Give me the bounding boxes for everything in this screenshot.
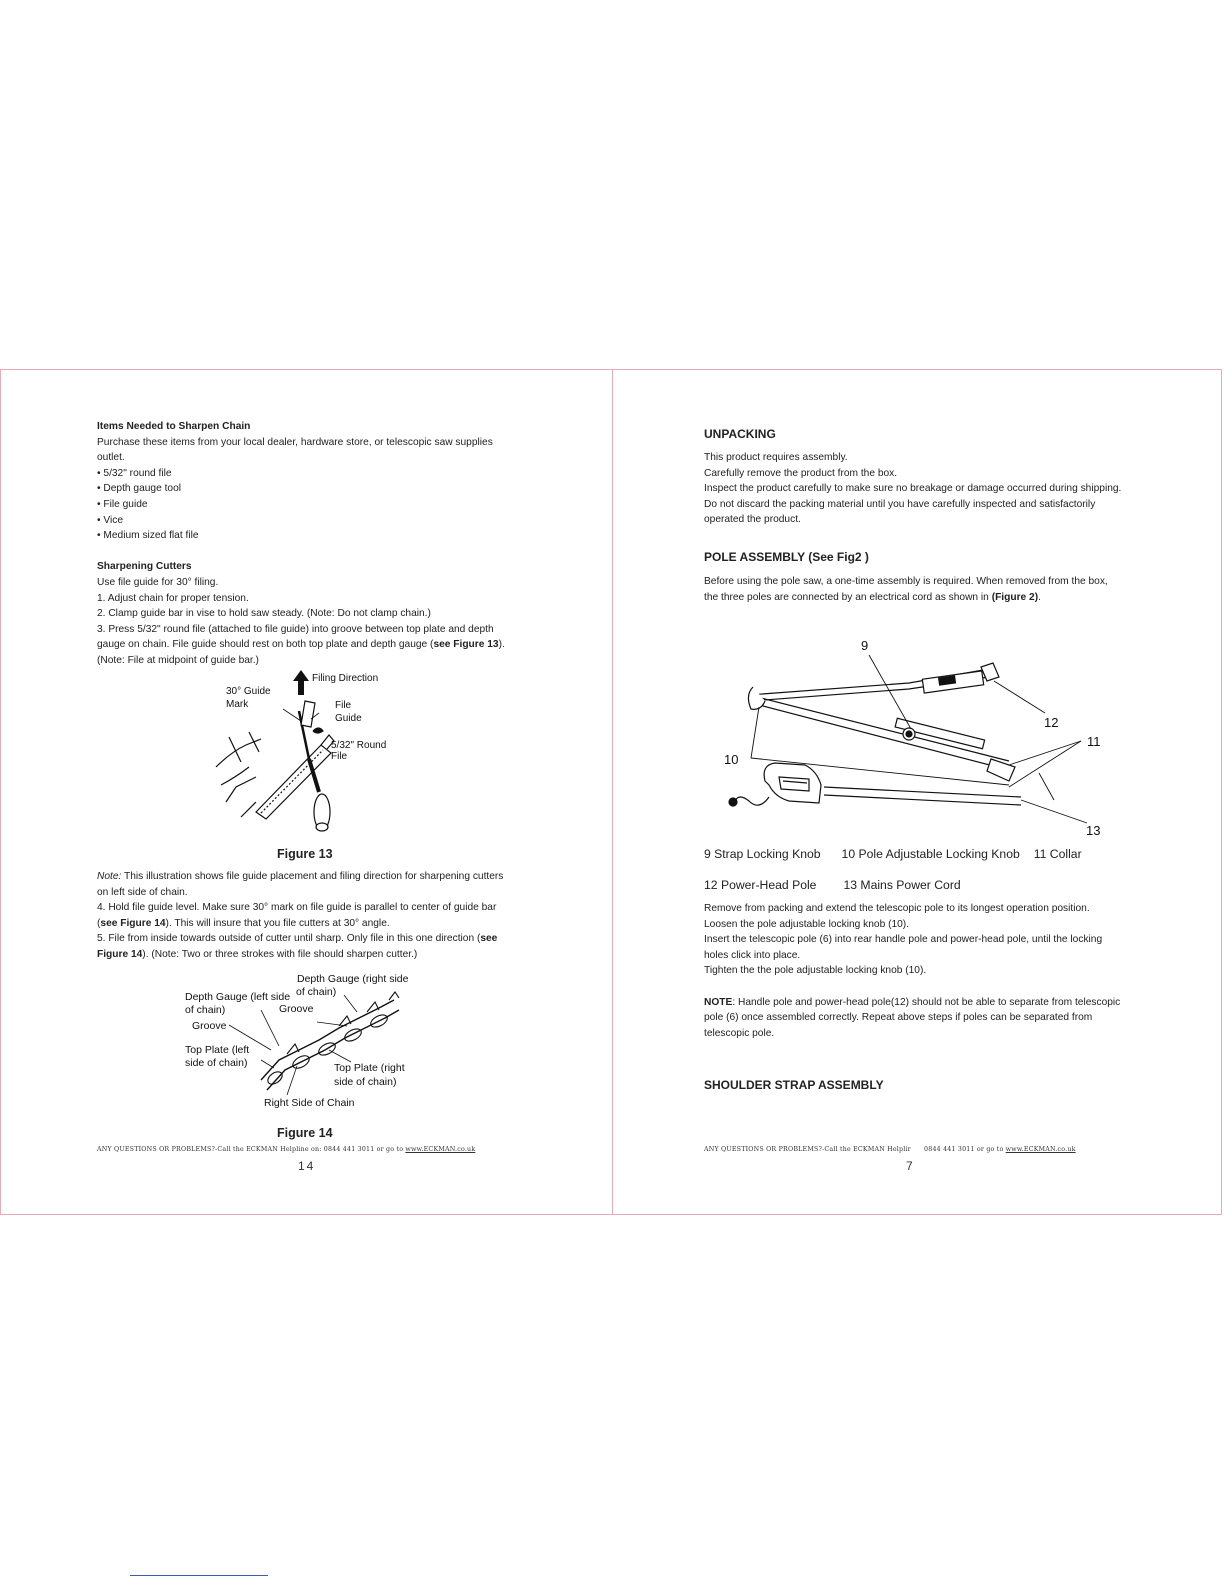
legend-item: 10 Pole Adjustable Locking Knob [841,847,1020,861]
list-item: • 5/32" round file [97,467,172,479]
assembly-line: Loosen the pole adjustable locking knob (10). [704,918,910,930]
label-right-side-of-chain: Right Side of Chain [264,1097,355,1109]
figure-13-illustration [201,667,401,837]
label-depth-gauge-right-2: of chain) [296,986,337,998]
figure-2-illustration [709,625,1119,835]
items-heading: Items Needed to Sharpen Chain [97,421,251,432]
label-guide-mark-2: Mark [226,699,249,710]
figure-2-reference: (Figure 2) [991,591,1039,603]
label-round-file-2: File [331,751,348,762]
step-3: 3. Press 5/32" round file (attached to file guide) into groove between top plate and depth gauge on chain. File guide should rest on both top plate and depth gauge (see Figure 13). (Note: File at midpoint of guide bar.) [97,623,505,666]
figure-13-notes [97,869,517,963]
figure-14-reference: see Figure 14 [100,917,166,929]
footer-helpline: ANY QUESTIONS OR PROBLEMS?-Call the ECKMAN Helpline on: 0844 441 3011 or go to www.ECKMAN.co.uk [97,1146,476,1153]
list-item: • Vice [97,514,124,526]
callout-9: 9 [861,638,869,653]
pole-assembly-heading: POLE ASSEMBLY (See Fig2 ) [704,550,869,564]
list-item: • Medium sized flat file [97,530,199,542]
unpacking-section [704,450,1124,528]
page-number: 14 [298,1159,316,1173]
footer-website-link[interactable]: www.ECKMAN.co.uk [1005,1146,1076,1153]
label-groove: Groove [192,1020,227,1032]
footer-helpline: ANY QUESTIONS OR PROBLEMS?-Call the ECKMAN Helplir 0844 441 3011 or go to www.ECKMAN.co.uk [704,1146,1076,1153]
figure-13-title: Figure 13 [277,847,333,861]
label-depth-gauge-left-2: of chain) [185,1004,226,1016]
legend-item: 11 Collar [1033,847,1082,861]
label-guide-mark-1: 30° Guide [226,686,271,697]
unpacking-line: Inspect the product carefully to make sure no breakage or damage occurred during shipping. [704,483,1122,495]
label-depth-gauge-left-1: Depth Gauge (left side [185,991,291,1003]
callout-13: 13 [1086,823,1101,835]
right-page [613,370,1223,1214]
unpacking-line: Carefully remove the product from the box. [704,467,898,479]
assembly-line: Tighten the the pole adjustable locking knob (10). [704,965,927,977]
label-top-plate-right-1: Top Plate (right [334,1062,405,1074]
footer-website-link[interactable]: www.ECKMAN.co.uk [405,1146,476,1153]
left-page [1,370,612,1214]
sharpening-heading: Sharpening Cutters [97,561,192,573]
page-number: 7 [906,1159,915,1173]
list-item: • File guide [97,498,148,510]
legend-line-1 [704,847,1082,861]
label-file-guide-1: File [335,700,352,711]
legend-line-2 [704,878,961,892]
callout-12: 12 [1044,715,1059,730]
step-1: 1. Adjust chain for proper tension. [97,592,249,604]
legend-item: 13 Mains Power Cord [843,878,961,892]
callout-11: 11 [1087,734,1101,749]
note-paragraph: Note: This illustration shows file guide placement and filing direction for sharpening cutters on left side of chain. [97,871,504,898]
arrow-up-icon [293,670,309,695]
label-depth-gauge-right-1: Depth Gauge (right side [297,973,409,985]
legend-item: 12 Power-Head Pole [704,878,817,892]
label-top-plate-left-2: side of chain) [185,1057,248,1069]
pole-intro: Before using the pole saw, a one-time assembly is required. When removed from the box, the three poles are connected by an electrical cord as shown in (Figure 2). [704,576,1108,603]
shoulder-strap-heading: SHOULDER STRAP ASSEMBLY [704,1078,884,1092]
unpacking-heading: UNPACKING [704,427,776,441]
assembly-line: Remove from packing and extend the telescopic pole to its longest operation position. [704,903,1090,914]
label-top-plate-right-2: side of chain) [334,1076,397,1088]
items-section [97,419,513,669]
figure-14-title: Figure 14 [277,1126,333,1140]
step-5: 5. File from inside towards outside of cutter until sharp. Only file in this one direction (see Figure 14). (Note: Two or three strokes with file should sharpen cutter.) [97,933,498,960]
step-2: 2. Clamp guide bar in vise to hold saw steady. (Note: Do not clamp chain.) [97,608,431,620]
assembly-steps [704,901,1124,1041]
label-file-guide-2: Guide [335,713,362,724]
unpacking-line: This product requires assembly. [704,452,848,463]
label-top-plate-left-1: Top Plate (left [185,1044,250,1056]
figure-14-reference: see Figure 14 [97,933,498,960]
callout-10: 10 [724,752,739,767]
booklet-spread [0,369,1222,1215]
note-paragraph: NOTE: Handle pole and power-head pole(12) should not be able to separate from telescopic pole (6) once assembled correctly. Repeat above steps if poles can be separated from telescopic pole. [704,996,1121,1039]
legend-item: 9 Strap Locking Knob [704,847,821,861]
label-filing-direction: Filing Direction [312,673,379,684]
unpacking-line: Do not discard the packing material until you have carefully inspected and satisfactorily operated the product. [704,498,1096,526]
figure-13-reference: see Figure 13 [433,639,499,651]
items-intro: Purchase these items from your local dealer, hardware store, or telescopic saw supplies outlet. [97,436,493,464]
list-item: • Depth gauge tool [97,483,181,495]
label-round-file-1: 5/32" Round [331,740,387,751]
sharpening-intro: Use file guide for 30° filing. [97,576,219,588]
assembly-line: Insert the telescopic pole (6) into rear handle pole and power-head pole, until the locking holes click into place. [704,934,1103,961]
link-underline [130,1575,268,1576]
figure-14-illustration [179,970,429,1115]
label-groove: Groove [279,1003,314,1015]
step-4: 4. Hold file guide level. Make sure 30° mark on file guide is parallel to center of guide bar (see Figure 14). This will insure that you file cutters at 30° angle. [97,902,497,929]
